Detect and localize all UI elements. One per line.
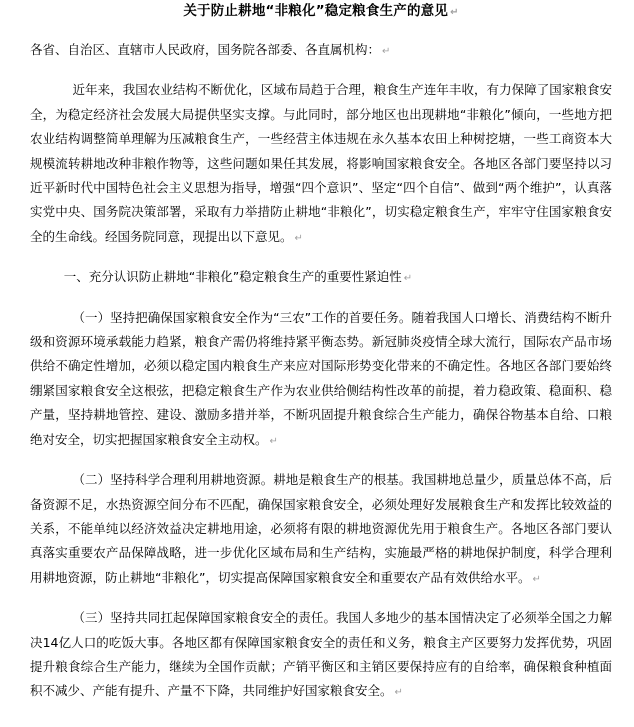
paragraph-mark-icon: ↵ bbox=[450, 7, 459, 18]
document-page bbox=[0, 2, 634, 727]
document-title: 关于防止耕地“非粮化”稳定粮食生产的意见 ↵ bbox=[183, 3, 459, 19]
intro-paragraph: 近年来，我国农业结构不断优化，区域布局趋于合理，粮食生产连年丰收，有力保障了国家粮食安全，为稳定经济社会发展大局提供坚实支撑。与此同时，部分地区也出现耕地“非粮化”倾向，一些地方把农业结构调整简单理解为压减粮食生产，一些经营主体违规在永久基本农田上种树挖塘，一些工商资本大规模流转耕地改种非粮作物等，这些问题如果任其发展，将影响国家粮食安全。各地区各部门要坚持以习近平新时代中国特色社会主义思想为指导，增强“四个意识”、坚定“四个自信”、做到“两个维护”，认真落实党中央、国务院决策部署，采取有力举措防止耕地“非粮化”，切实稳定粮食生产，牢牢守住国家粮食安全的生命线。经国务院同意，现提出以下意见。 ↵ bbox=[30, 82, 612, 244]
item-paragraph-3: （三）坚持共同扛起保障国家粮食安全的责任。我国人多地少的基本国情决定了必须举全国之力解决14亿人口的吃饭大事。各地区都有保障国家粮食安全的责任和义务，粮食主产区要努力发挥优势，巩固提升粮食综合生产能力，继续为全国作贡献；产销平衡区和主销区要保持应有的自给率，确保粮食种植面积不减少、产能有提升、产量不下降，共同维护好国家粮食安全。 ↵ bbox=[30, 610, 612, 699]
item-paragraph-1: （一）坚持把确保国家粮食安全作为“三农”工作的首要任务。随着我国人口增长、消费结构不断升级和资源环境承载能力趋紧，粮食产需仍将维持紧平衡态势。新冠肺炎疫情全球大流行，国际农产品市场供给不确定性增加，必须以稳定国内粮食生产来应对国际形势变化带来的不确定性。各地区各部门要始终绷紧国家粮食安全这根弦，把稳定粮食生产作为农业供给侧结构性改革的前提，着力稳政策、稳面积、稳产量，坚持耕地管控、建设、激励多措并举，不断巩固提升粮食综合生产能力，确保谷物基本自给、口粮绝对安全，切实把握国家粮食安全主动权。 ↵ bbox=[30, 309, 612, 447]
item-paragraph-2: （二）坚持科学合理利用耕地资源。耕地是粮食生产的根基。我国耕地总量少，质量总体不高，后备资源不足，水热资源空间分布不匹配，确保国家粮食安全，必须处理好发展粮食生产和发挥比较效益的关系，不能单纯以经济效益决定耕地用途，必须将有限的耕地资源优先用于粮食生产。各地区各部门要认真落实重要农产品保障战略，进一步优化区域布局和生产结构，实施最严格的耕地保护制度，科学合理利用耕地资源，防止耕地“非粮化”，切实提高保障国家粮食安全和重要农产品有效供给水平。 ↵ bbox=[30, 472, 612, 585]
paragraph-mark-icon: ↵ bbox=[532, 573, 541, 585]
paragraph-mark-icon: ↵ bbox=[403, 273, 413, 285]
paragraph-mark-icon: ↵ bbox=[394, 687, 403, 699]
paragraph-mark-icon: ↵ bbox=[269, 435, 278, 447]
paragraph-mark-icon: ↵ bbox=[382, 46, 391, 57]
section-heading-1: 一、充分认识防止耕地“非粮化”稳定粮食生产的重要性紧迫性 ↵ bbox=[63, 269, 413, 285]
salutation: 各省、自治区、直辖市人民政府，国务院各部委、各直属机构： ↵ bbox=[30, 42, 391, 57]
paragraph-mark-icon: ↵ bbox=[294, 232, 303, 244]
